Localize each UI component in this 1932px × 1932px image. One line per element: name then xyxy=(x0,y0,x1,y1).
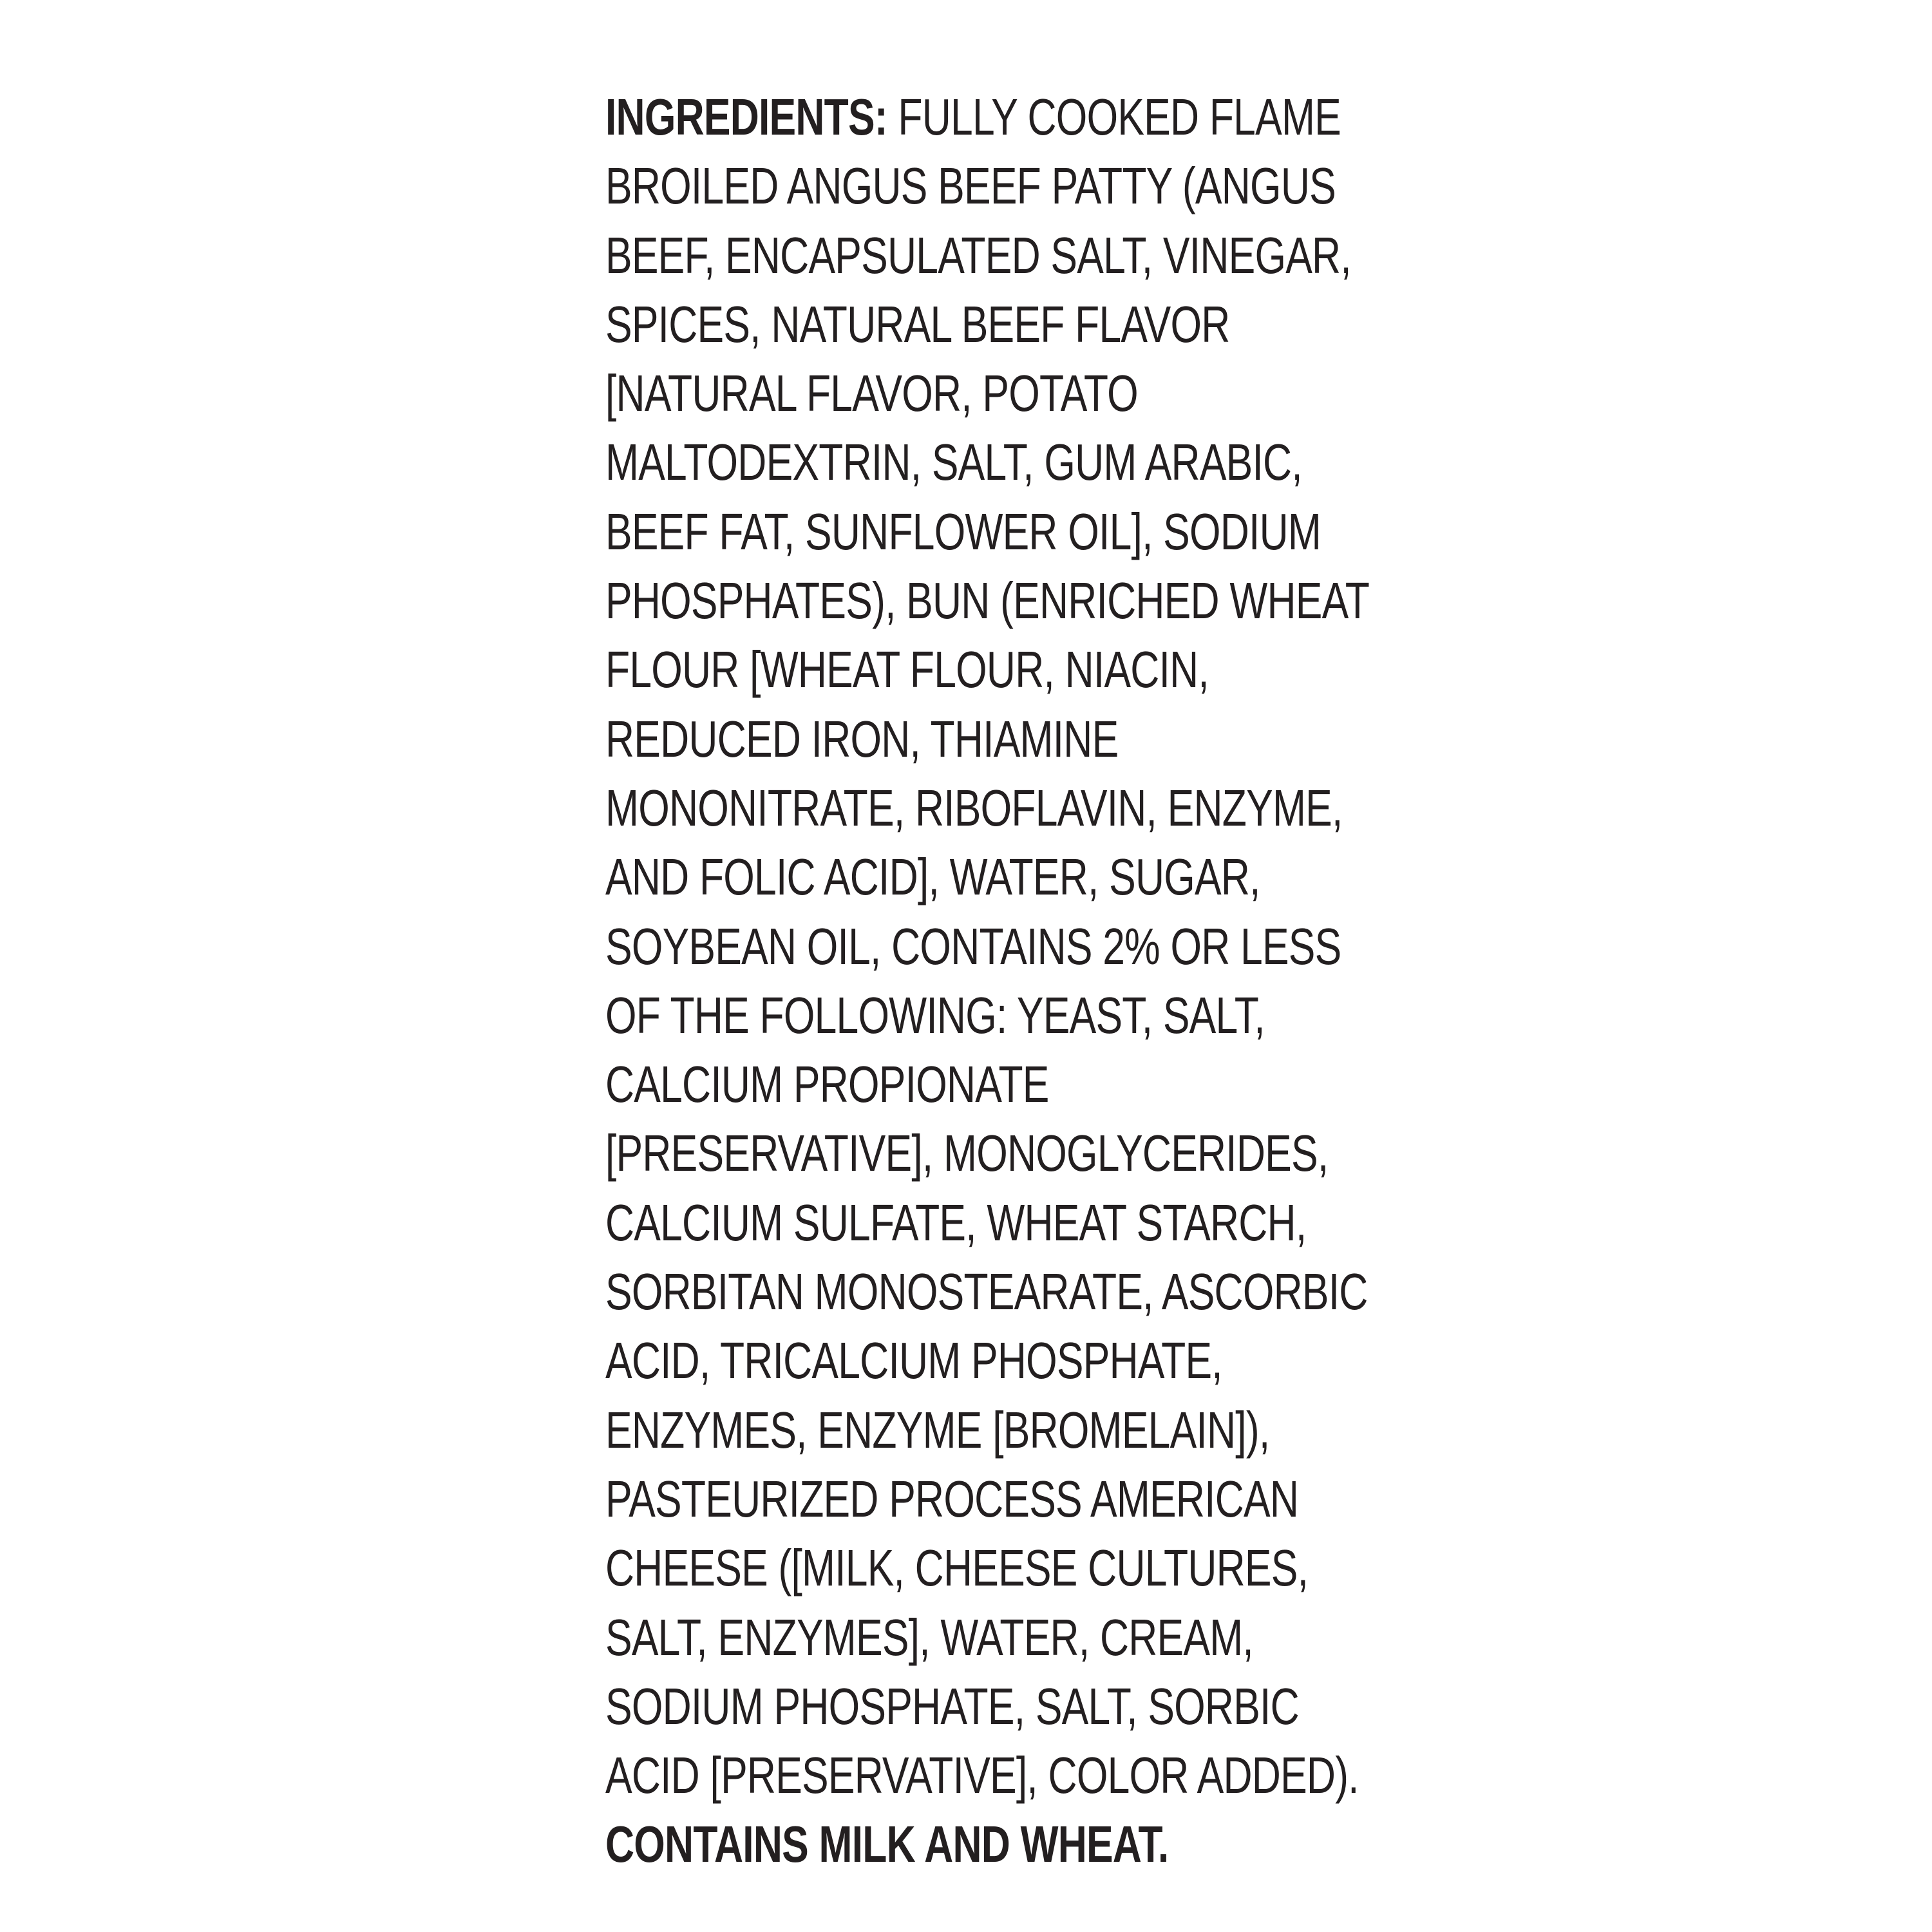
ingredients-line: OF THE FOLLOWING: YEAST, SALT, xyxy=(605,986,1265,1044)
ingredients-line: CALCIUM SULFATE, WHEAT STARCH, xyxy=(605,1193,1307,1251)
ingredients-line: ACID [PRESERVATIVE], COLOR ADDED). xyxy=(605,1747,1359,1804)
ingredients-line: BEEF, ENCAPSULATED SALT, VINEGAR, xyxy=(605,226,1351,284)
ingredients-line: [PRESERVATIVE], MONOGLYCERIDES, xyxy=(605,1124,1329,1182)
ingredients-line: BEEF FAT, SUNFLOWER OIL], SODIUM xyxy=(605,502,1321,560)
allergen-statement: CONTAINS MILK AND WHEAT. xyxy=(605,1815,1169,1873)
ingredients-line-text: FULLY COOKED FLAME xyxy=(898,88,1341,146)
ingredients-line: SODIUM PHOSPHATE, SALT, SORBIC xyxy=(605,1677,1299,1735)
ingredients-line: PHOSPHATES), BUN (ENRICHED WHEAT xyxy=(605,572,1370,630)
ingredients-line: PASTEURIZED PROCESS AMERICAN xyxy=(605,1470,1299,1528)
ingredients-line: ENZYMES, ENZYME [BROMELAIN]), xyxy=(605,1401,1270,1459)
ingredients-line: REDUCED IRON, THIAMINE xyxy=(605,710,1119,768)
ingredients-line: SPICES, NATURAL BEEF FLAVOR xyxy=(605,295,1230,353)
ingredients-line: MALTODEXTRIN, SALT, GUM ARABIC, xyxy=(605,433,1302,491)
ingredients-line: [NATURAL FLAVOR, POTATO xyxy=(605,365,1138,422)
ingredients-line: SALT, ENZYMES], WATER, CREAM, xyxy=(605,1608,1253,1666)
ingredients-line: ACID, TRICALCIUM PHOSPHATE, xyxy=(605,1332,1222,1390)
ingredients-line: MONONITRATE, RIBOFLAVIN, ENZYME, xyxy=(605,779,1343,837)
ingredients-line xyxy=(605,82,1341,151)
ingredients-heading: INGREDIENTS: xyxy=(605,88,887,146)
ingredients-line: BROILED ANGUS BEEF PATTY (ANGUS xyxy=(605,157,1336,215)
ingredients-text xyxy=(605,82,1370,1879)
ingredients-line: FLOUR [WHEAT FLOUR, NIACIN, xyxy=(605,641,1209,699)
ingredients-label xyxy=(605,82,1370,1886)
ingredients-line: AND FOLIC ACID], WATER, SUGAR, xyxy=(605,848,1260,906)
ingredients-line: SOYBEAN OIL, CONTAINS 2% OR LESS xyxy=(605,917,1341,975)
ingredients-line: CALCIUM PROPIONATE xyxy=(605,1056,1049,1113)
ingredients-line: SORBITAN MONOSTEARATE, ASCORBIC xyxy=(605,1263,1368,1321)
ingredients-line: CHEESE ([MILK, CHEESE CULTURES, xyxy=(605,1539,1309,1597)
